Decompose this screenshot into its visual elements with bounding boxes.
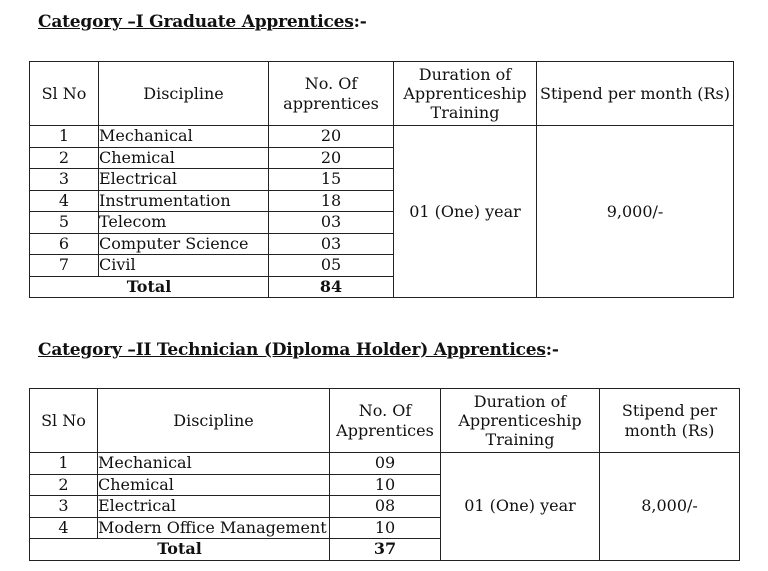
cell-count: 08 <box>330 496 441 518</box>
header-count: No. Of apprentices <box>269 62 394 126</box>
total-value: 84 <box>269 276 394 298</box>
cell-count: 20 <box>269 126 394 148</box>
total-label: Total <box>30 539 330 561</box>
header-duration: Duration of Apprenticeship Training <box>441 389 600 453</box>
cell-sl: 1 <box>30 126 99 148</box>
category-2-heading-text: Category –II Technician (Diploma Holder) Apprentices <box>38 340 546 360</box>
total-label: Total <box>30 276 269 298</box>
category-1-heading-suffix: :- <box>353 12 367 32</box>
cell-stipend: 8,000/- <box>600 453 740 561</box>
cell-sl: 2 <box>30 147 99 169</box>
cell-count: 05 <box>269 255 394 277</box>
cell-discipline: Mechanical <box>98 453 330 475</box>
header-duration: Duration of Apprenticeship Training <box>394 62 537 126</box>
cell-discipline: Chemical <box>99 147 269 169</box>
cell-count: 15 <box>269 169 394 191</box>
category-2-heading-suffix: :- <box>545 340 559 360</box>
header-count: No. Of Apprentices <box>330 389 441 453</box>
cell-sl: 1 <box>30 453 98 475</box>
cell-count: 03 <box>269 233 394 255</box>
header-discipline: Discipline <box>98 389 330 453</box>
header-sl-no: Sl No <box>30 62 99 126</box>
category-1-heading-text: Category –I Graduate Apprentices <box>38 12 354 32</box>
cell-discipline: Chemical <box>98 474 330 496</box>
table-row <box>30 126 734 148</box>
cell-sl: 3 <box>30 496 98 518</box>
cell-sl: 2 <box>30 474 98 496</box>
category-2-header-row <box>30 389 740 453</box>
cell-stipend: 9,000/- <box>537 126 734 298</box>
cell-sl: 4 <box>30 190 99 212</box>
cell-duration: 01 (One) year <box>394 126 537 298</box>
cell-discipline: Electrical <box>99 169 269 191</box>
cell-count: 03 <box>269 212 394 234</box>
cell-sl: 3 <box>30 169 99 191</box>
cell-discipline: Computer Science <box>99 233 269 255</box>
cell-sl: 5 <box>30 212 99 234</box>
cell-discipline: Civil <box>99 255 269 277</box>
header-discipline: Discipline <box>99 62 269 126</box>
table-row <box>30 453 740 475</box>
cell-sl: 6 <box>30 233 99 255</box>
cell-discipline: Electrical <box>98 496 330 518</box>
header-stipend: Stipend per month (Rs) <box>537 62 734 126</box>
cell-discipline: Modern Office Management <box>98 517 330 539</box>
category-1-table <box>29 61 734 298</box>
cell-discipline: Telecom <box>99 212 269 234</box>
cell-count: 10 <box>330 474 441 496</box>
cell-count: 10 <box>330 517 441 539</box>
total-value: 37 <box>330 539 441 561</box>
cell-count: 18 <box>269 190 394 212</box>
cell-discipline: Instrumentation <box>99 190 269 212</box>
header-sl-no: Sl No <box>30 389 98 453</box>
cell-sl: 4 <box>30 517 98 539</box>
cell-duration: 01 (One) year <box>441 453 600 561</box>
cell-discipline: Mechanical <box>99 126 269 148</box>
category-1-header-row <box>30 62 734 126</box>
cell-sl: 7 <box>30 255 99 277</box>
cell-count: 09 <box>330 453 441 475</box>
category-2-table <box>29 388 740 561</box>
cell-count: 20 <box>269 147 394 169</box>
header-stipend: Stipend per month (Rs) <box>600 389 740 453</box>
category-1-heading <box>38 12 367 32</box>
category-2-heading <box>38 340 559 360</box>
